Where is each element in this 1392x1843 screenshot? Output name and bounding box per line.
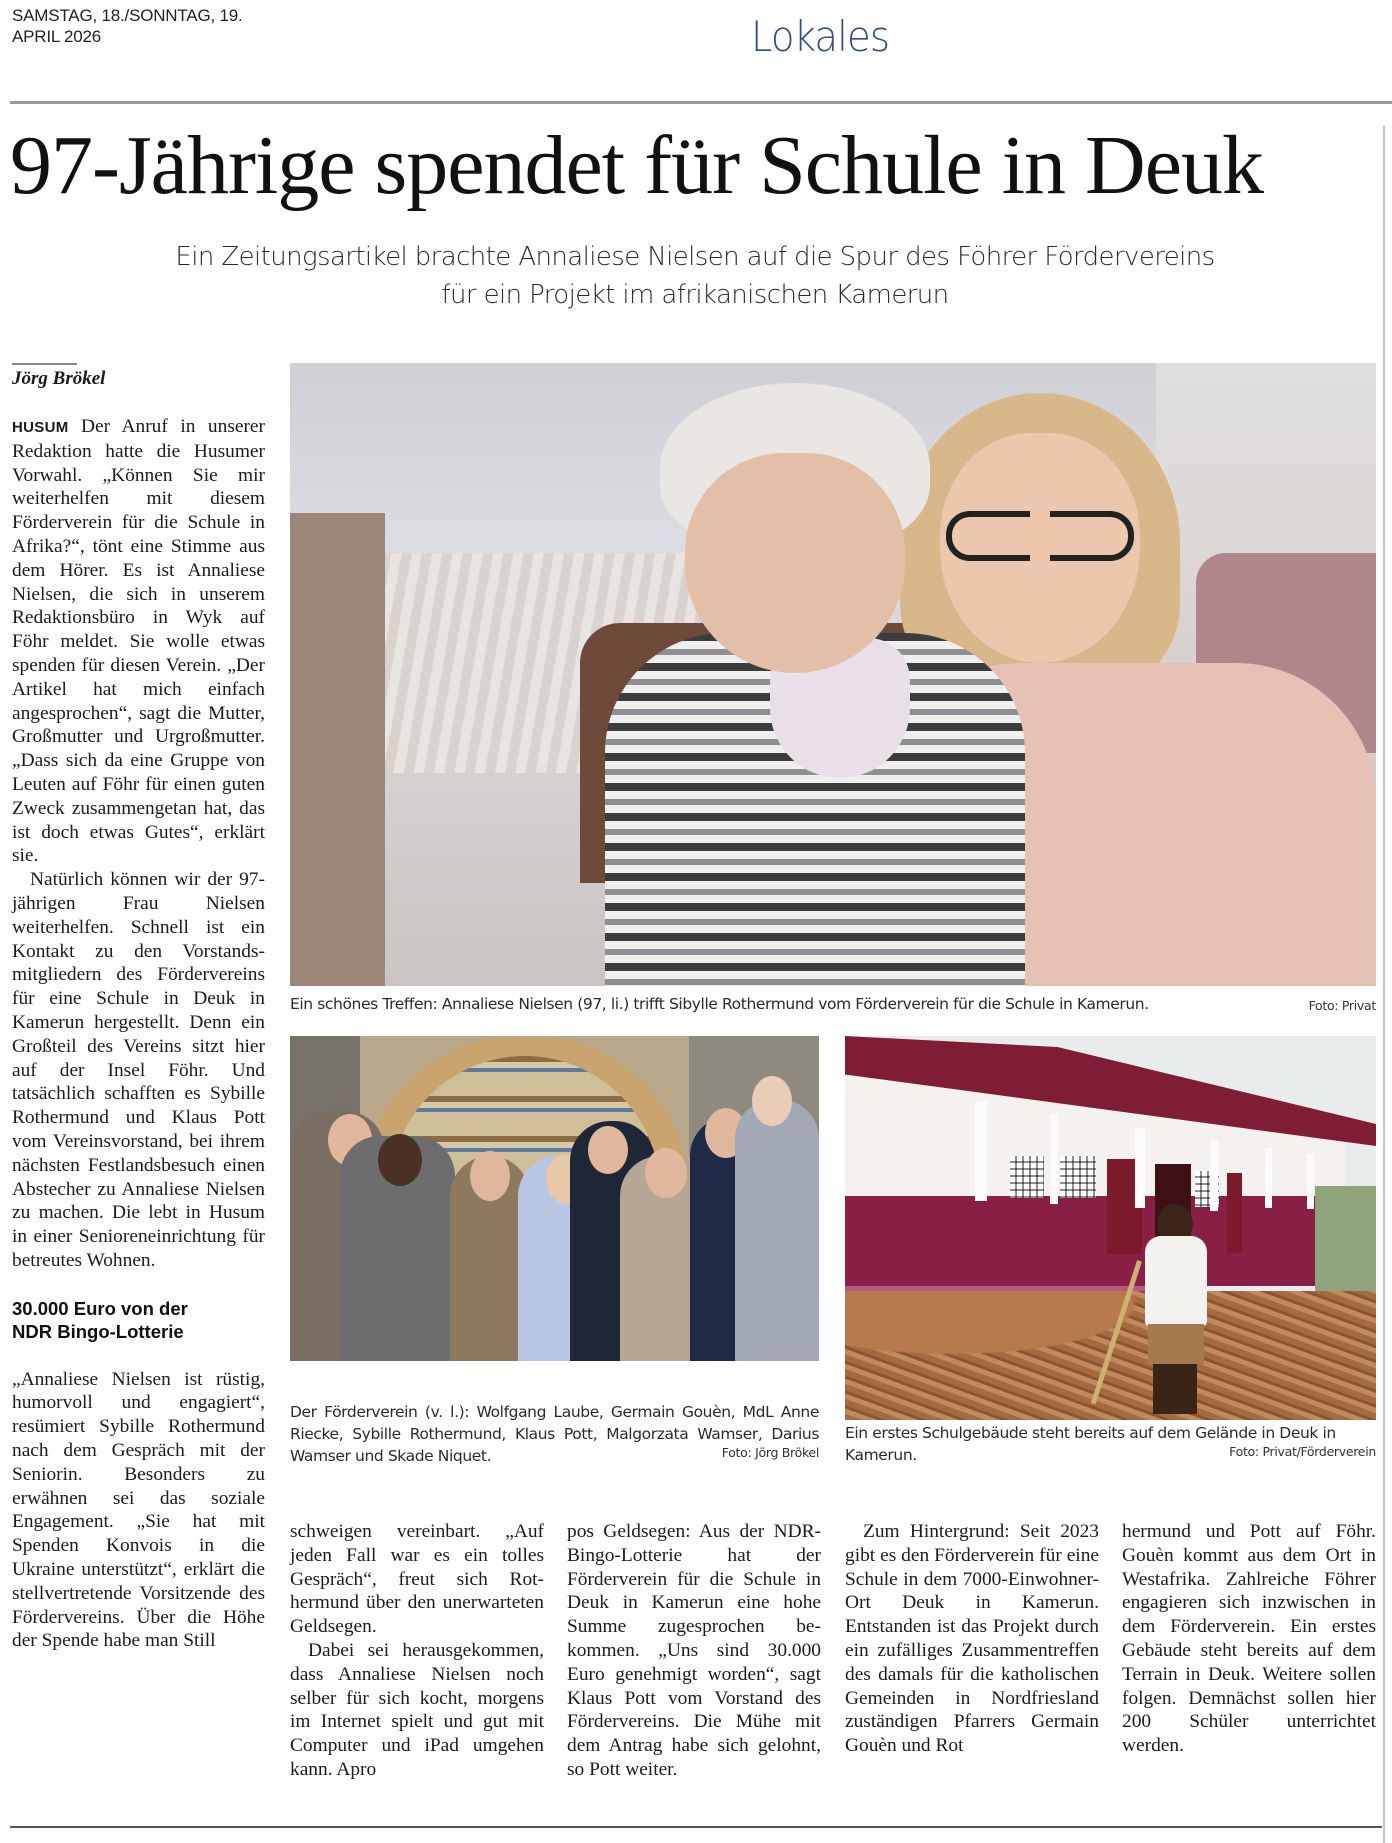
paragraph (12, 415, 265, 868)
author-byline: Jörg Brökel (12, 368, 106, 389)
article-subheadline (100, 238, 1290, 314)
paragraph: schweigen vereinbart. „Auf jeden Fall war es ein tolles Gespräch“, freut sich Rothermund über den unerwarteten Geldsegen. (290, 1521, 544, 1638)
article-column-5 (1122, 1520, 1376, 1758)
intertitle-line-2: NDR Bingo-Lotterie (12, 1320, 184, 1342)
paragraph: Dabei sei herausgekommen, dass Annaliese Nielsen noch selber für sich kocht, morgens im Internet spielt und gut mit Computer und iPad umgehen kann. Apro (290, 1639, 544, 1780)
masthead-divider (10, 101, 1392, 104)
subhead-line-2: für ein Projekt im afrikanischen Kamerun (441, 280, 949, 310)
photo-credit: Foto: Privat/Förderverein (1229, 1444, 1376, 1459)
photo-caption-3 (845, 1422, 1376, 1466)
dateline-line-2: APRIL 2026 (12, 27, 102, 46)
photo-credit: Foto: Privat (1308, 998, 1376, 1013)
byline-divider (12, 363, 77, 365)
photo-annaliese-and-sibylle (290, 363, 1376, 986)
photo-caption-1 (290, 993, 1376, 1015)
photo-credit: Foto: Jörg Brökel (721, 1445, 819, 1460)
paragraph: „Annaliese Nielsen ist rüstig, humorvoll und engagiert“, resümiert Sybille Rothermund nach dem Gespräch mit der Seniorin. Besonders zu erwähnen sei das soziale Engagement. „Sie hat mit Spenden Konvois in die Ukraine unterstützt“, erklärt die stellvertretende Vorsitzende des Fördervereins. Über die Höhe der Spende habe man Still (12, 1368, 265, 1652)
dateline-line-1: SAMSTAG, 18./SONNTAG, 19. (12, 6, 243, 25)
page-edge-divider (1383, 125, 1385, 1843)
paragraph: Natürlich können wir der 97-jährigen Frau Nielsen weiterhelfen. Schnell ist ein Kontakt zu den Vorstandsmitgliedern des Fördervereins für eine Schule in Deuk in Kamerun hergestellt. Denn ein Großteil des Vereins sitzt hier auf der Insel Föhr. Und tatsächlich schafften es Sybille Rothermund und Klaus Pott vom Vereinsvorstand, bei ihrem nächsten Festlandsbesuch einen Abstecher zu Annaliese Nielsen zu machen. Die lebt in Husum in einer Senioreneinrichtung für betreutes Wohnen. (12, 869, 265, 1271)
article-intertitle (12, 1297, 265, 1343)
page-bottom-divider (10, 1826, 1382, 1828)
article-headline: 97-Jährige spendet für Schule in Deuk (10, 119, 1263, 212)
subhead-line-1: Ein Zeitungsartikel brachte Annaliese Nielsen auf die Spur des Föhrer Fördervereins (175, 242, 1215, 272)
article-column-2 (290, 1520, 544, 1782)
article-column-4 (845, 1520, 1099, 1758)
photo-school-building-deuk (845, 1036, 1376, 1420)
article-column-3 (567, 1520, 821, 1782)
location-tag: HUSUM (12, 419, 69, 436)
section-title: Lokales (751, 12, 890, 61)
edition-dateline (12, 5, 243, 47)
photo-foerderverein-group (290, 1036, 819, 1361)
paragraph: pos Geldsegen: Aus der NDR-Bingo-Lotterie hat der Förderverein für die Schule in Deuk in Kamerun eine hohe Summe zugesprochen bekommen. „Uns sind 30.000 Euro genehmigt worden“, sagt Klaus Pott vom Vorstand des Fördervereins. Die Mühe mit dem Antrag habe sich gelohnt, so Pott weiter. (567, 1521, 821, 1780)
paragraph: hermund und Pott auf Föhr. Gouèn kommt aus dem Ort in Westafrika. Zahlreiche Föhrer engagieren sich inzwischen in dem Förderverein. Ein erstes Gebäude steht bereits auf dem Terrain in Deuk. Weitere sollen folgen. Demnächst sollen hier 200 Schüler unterrichtet werden. (1122, 1521, 1376, 1757)
caption-text: Der Förderverein (v. l.): Wolfgang Laube, Germain Gouèn, MdL Anne Riecke, Sybille Rothermund, Klaus Pott, Malgorzata Wamser, Darius Wamser und Skade Niquet. (290, 1403, 819, 1465)
paragraph: Zum Hintergrund: Seit 2023 gibt es den Förderverein für eine Schule in dem 7000-Einwohner-Ort Deuk in Kamerun. Entstanden ist das Projekt durch ein zufälliges Zusammentreffen des damals für die katholischen Gemeinden in Nordfriesland zuständigen Pfarrers Germain Gouèn und Rot (845, 1521, 1099, 1757)
caption-text: Ein erstes Schulgebäude steht bereits auf dem Gelände in Deuk in Kamerun. (845, 1424, 1336, 1464)
photo-caption-2 (290, 1401, 819, 1467)
caption-text: Ein schönes Treffen: Annaliese Nielsen (97, li.) trifft Sibylle Rothermund vom Förderverein für die Schule in Kamerun. (290, 995, 1149, 1013)
intertitle-line-1: 30.000 Euro von der (12, 1297, 188, 1319)
paragraph-text: Der Anruf in unserer Redaktion hatte die Husumer Vorwahl. „Können Sie mir weiterhelfen mit diesem Förderverein für die Schule in Afrika?“, tönt eine Stimme aus dem Hörer. Es ist Annaliese Nielsen, die sich in unserem Redaktionsbüro in Wyk auf Föhr meldet. Sie wolle etwas spenden für diesen Verein. „Der Artikel hat mich einfach angesprochen“, sagt die Mutter, Großmutter und Urgroßmutter. „Dass sich da eine Gruppe von Leuten auf Föhr für einen guten Zweck zusammengetan hat, das ist doch etwas Gutes“, erklärt sie. (12, 416, 265, 867)
article-column-1 (12, 415, 265, 1653)
